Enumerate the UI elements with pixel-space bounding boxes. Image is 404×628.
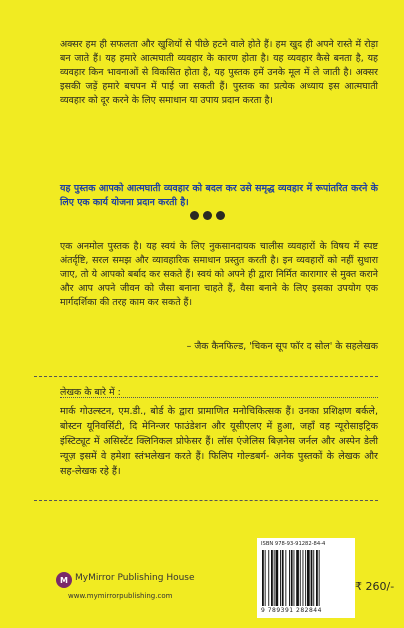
about-author-heading: लेखक के बारे में : — [60, 387, 121, 398]
divider-dot — [203, 211, 212, 220]
publisher-name: MyMirror Publishing House — [75, 573, 195, 583]
highlight-paragraph: यह पुस्तक आपको आत्मघाती व्यवहार को बदल कर उसे समृद्ध व्यवहार में रूपांतरित करने के लिए एक कार्य योजना प्रदान करती है। — [60, 183, 378, 209]
about-author-text: मार्क गोउल्स्टन, एम.डी., बोर्ड के द्वारा प्रामाणित मनोचिकित्सक हैं। उनका प्रशिक्षण बर्कले, बोस्टन यूनिवर्सिटी, दि मेनिन्जर फाउंडेशन और यूसीएलए में हुआ, जहाँ वह न्यूरोसाइट्रिक इंस्टिट्यूट में असिस्टेंट क्लिनिकल प्रोफेसर हैं। लॉस एंजेलिस बिज़नेस जर्नल और अस्पेन डेली न्यूज़ इसमें वे हमेशा स्तंभलेखन करते हैं। फिलिप गोल्डबर्ग- अनेक पुस्तकों के लेखक और सह-लेखक रहे हैं। — [60, 406, 378, 477]
divider-dot — [190, 211, 199, 220]
intro-paragraph: अक्सर हम ही सफलता और खुशियों से पीछे हटने वाले होते हैं। हम खुद ही अपने रास्ते में रोड़ा बन जाते हैं। यह हमारे आत्मघाती व्यवहार के कारण होता है। यह व्यवहार कैसे बनता है, यह व्यवहार किन भावनाओं से विकसित होता है, यह पुस्तक हमें उनके मूल में ले जाती है। अक्सर इसकी जड़ें हमारे बचपन में पाई जा सकती हैं। पुस्तक का प्रत्येक अध्याय इस आत्मघाती व्यवहार को दूर करने के लिए समाधान या उपाय प्रदान करता है। — [60, 39, 378, 107]
quote-attribution: – जैक कैनफिल्ड, 'चिकन सूप फॉर द सोल' के सहलेखक — [186, 341, 378, 352]
barcode-box — [257, 538, 355, 618]
publisher-logo-icon: M — [56, 572, 72, 588]
isbn-text: ISBN 978-93-91282-84-4 — [261, 541, 326, 547]
barcode-digits: 9 789391 282844 — [261, 607, 322, 614]
publisher-block — [56, 570, 206, 608]
section-divider — [190, 209, 230, 221]
divider-dot — [216, 211, 225, 220]
heading-underline — [60, 397, 378, 398]
publisher-url: www.mymirrorpublishing.com — [68, 592, 173, 600]
quote-paragraph: एक अनमोल पुस्तक है। यह स्वयं के लिए नुकसानदायक चालीस व्यवहारों के विषय में स्पष्ट अंतर्दृष्टि, सरल समझ और व्यावहारिक समाधान प्रस्तुत करती है। इन व्यवहारों को नहीं सुधारा जाए, तो ये आपको बर्बाद कर सकते हैं। स्वयं को अपने ही द्वारा निर्मित कारागार से मुक्त कराने और आप अपने जीवन को जैसा बनाना चाहते हैं, वैसा बनाने के लिए इसका उपयोग एक मार्गदर्शिका की तरह काम कर सकते हैं। — [60, 241, 378, 309]
barcode-icon — [261, 550, 351, 606]
price-label: ₹ 260/- — [355, 580, 395, 593]
